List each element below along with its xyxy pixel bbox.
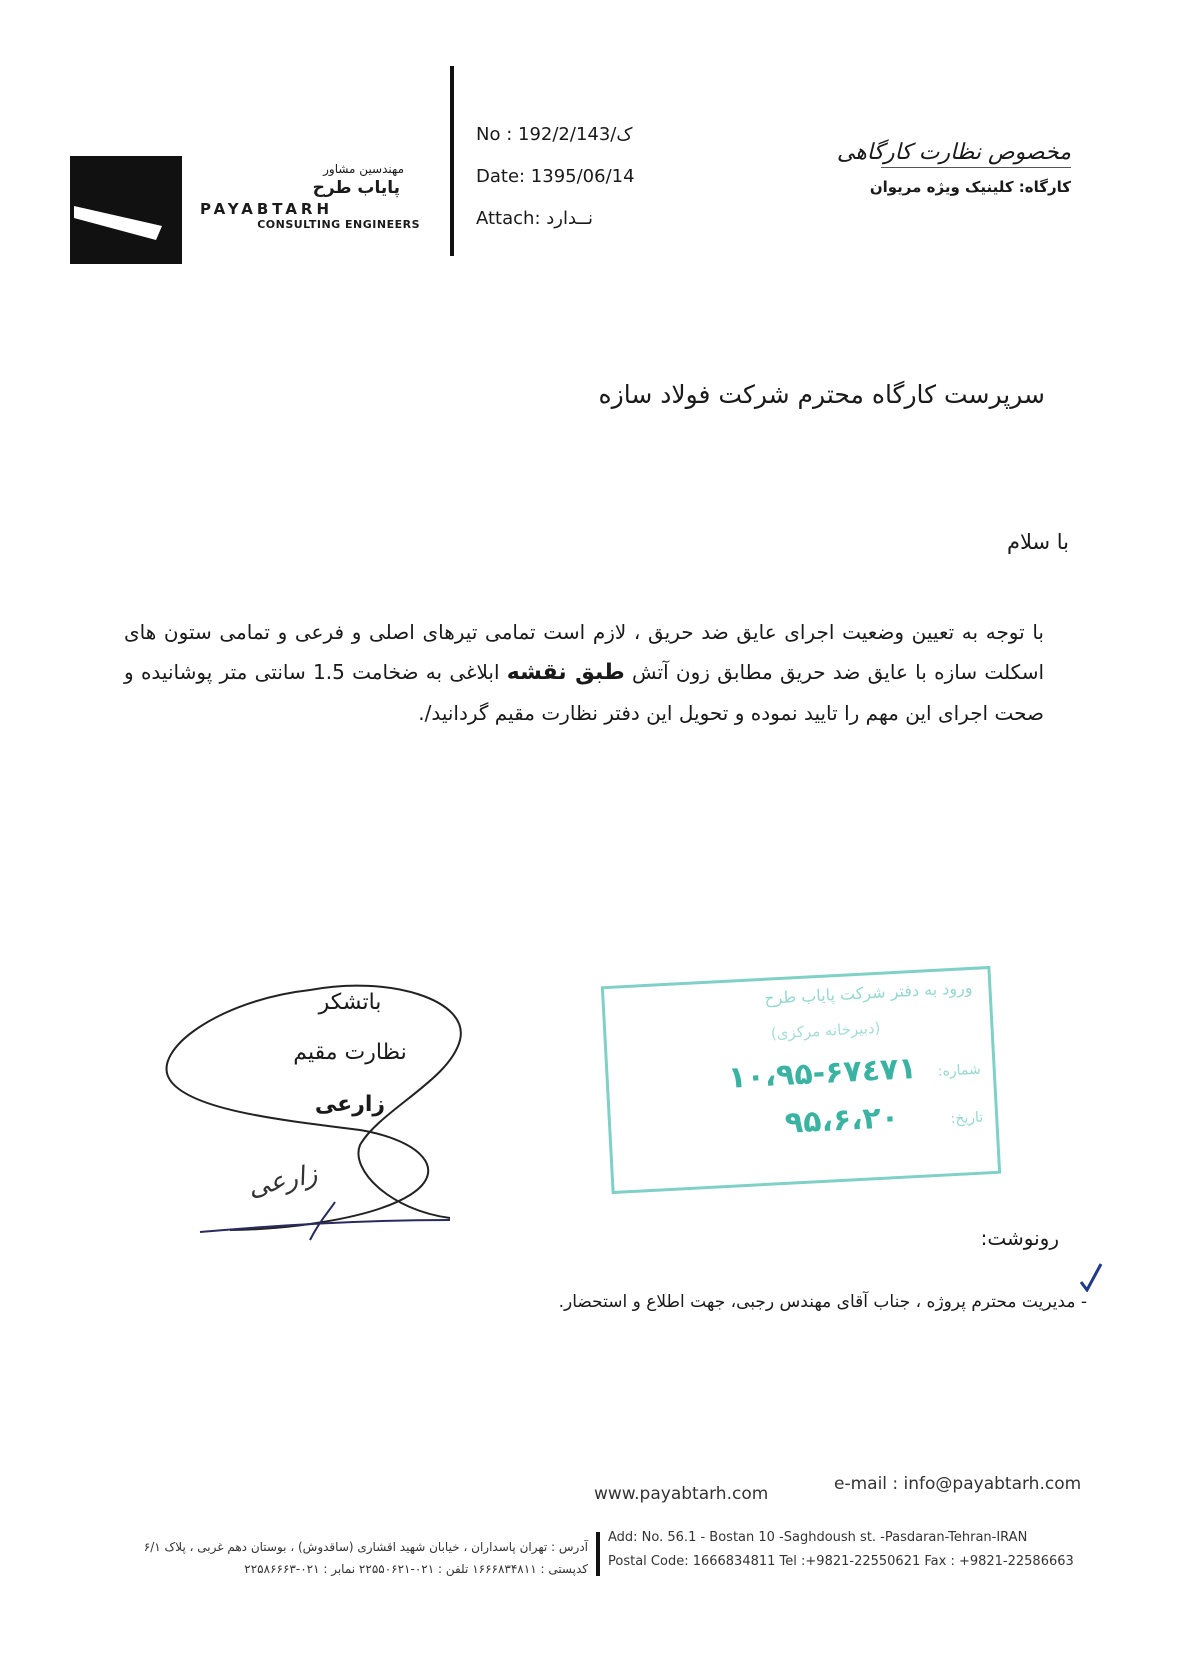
received-number: ۱۰،۹۵-۶۷٤۷۱	[727, 1050, 918, 1096]
received-stamp-subtitle: (دبیرخانه مرکزی)	[770, 1018, 881, 1043]
body-text-1: با توجه به تعیین وضعیت اجرای عایق ضد حریق ، لازم است تمامی تیرهای اصلی و فرعی و تمامی ستون های اسکلت سازه با عایق ضد حریق مطابق زون آتش	[124, 620, 1045, 684]
address-fa-line2: کدپستی : ۱۶۶۶۸۳۴۸۱۱ تلفن : ۰۲۱-۲۲۵۵۰۶۲۱ نمابر : ۰۲۱-۲۲۵۸۶۶۶۳	[244, 1562, 588, 1576]
greeting: با سلام	[1006, 530, 1069, 554]
firm-name-fa: پایاب طرح	[312, 178, 400, 198]
letter-attach: Attach: نــدارد	[476, 208, 593, 229]
signature-role: نظارت مقیم	[293, 1040, 407, 1065]
company-logo	[70, 156, 182, 264]
signature-name: زارعی	[314, 1092, 386, 1117]
body-bold-reference: طبق نقشه	[506, 660, 625, 685]
received-date-label: تاریخ:	[950, 1109, 984, 1128]
firm-block	[200, 162, 430, 231]
received-number-label: شماره:	[937, 1061, 982, 1080]
address-en-line1: Add: No. 56.1 - Bostan 10 -Saghdoush st. -Pasdaran-Tehran-IRAN	[608, 1530, 1028, 1545]
footer-email[interactable]: e-mail : info@payabtarh.com	[834, 1474, 1082, 1494]
cc-recipient: - مدیریت محترم پروژه ، جناب آقای مهندس رجبی، جهت اطلاع و استحضار.	[558, 1292, 1087, 1312]
supervision-stamp-header	[837, 140, 1071, 196]
firm-name-en: PAYABTARH	[200, 200, 334, 218]
letter-date: Date: 1395/06/14	[476, 166, 635, 187]
logo-mark-icon	[70, 156, 182, 264]
handwritten-signature: زارعی	[245, 1159, 320, 1203]
checkmark-icon	[1079, 1262, 1103, 1296]
letter-number: No : 192/2/ک/143	[476, 124, 633, 145]
address-fa-line1: آدرس : تهران پاسداران ، خیابان شهید اقشاری (ساقدوش) ، بوستان دهم غربی ، پلاک ۶/۱	[143, 1540, 588, 1554]
received-stamp-title: ورود به دفتر شرکت پایاب طرح	[763, 977, 973, 1008]
header-divider	[450, 66, 454, 256]
site-name: کارگاه: کلینیک ویژه مریوان	[869, 178, 1071, 196]
letter-body	[124, 612, 1044, 733]
footer-divider	[596, 1532, 600, 1576]
body-text-2: ابلاغی به ضخامت 1.5 سانتی متر پوشانیده و صحت اجرای این مهم را تایید نموده و تحویل این دفتر نظارت مقیم گردانید/.	[124, 660, 1044, 725]
supervision-underline	[881, 167, 1071, 168]
received-stamp	[601, 966, 1001, 1194]
signature-block	[160, 970, 490, 1260]
footer-website[interactable]: www.payabtarh.com	[594, 1484, 769, 1504]
received-date: ۹۵،۶،۲۰	[783, 1099, 901, 1141]
firm-type: مهندسین مشاور	[323, 162, 404, 176]
footer-address-en	[608, 1526, 1074, 1574]
recipient-heading: سرپرست کارگاه محترم شرکت فولاد سازه	[598, 380, 1045, 409]
address-en-line2: Postal Code: 1666834811 Tel :+9821-22550621 Fax : +9821-22586663	[608, 1554, 1074, 1569]
firm-subtitle: CONSULTING ENGINEERS	[257, 218, 420, 231]
cc-label: رونوشت:	[980, 1226, 1059, 1250]
signature-thanks: باتشکر	[318, 990, 382, 1015]
footer-address-fa	[60, 1536, 588, 1580]
supervision-title: مخصوص نظارت کارگاهی	[836, 140, 1071, 165]
